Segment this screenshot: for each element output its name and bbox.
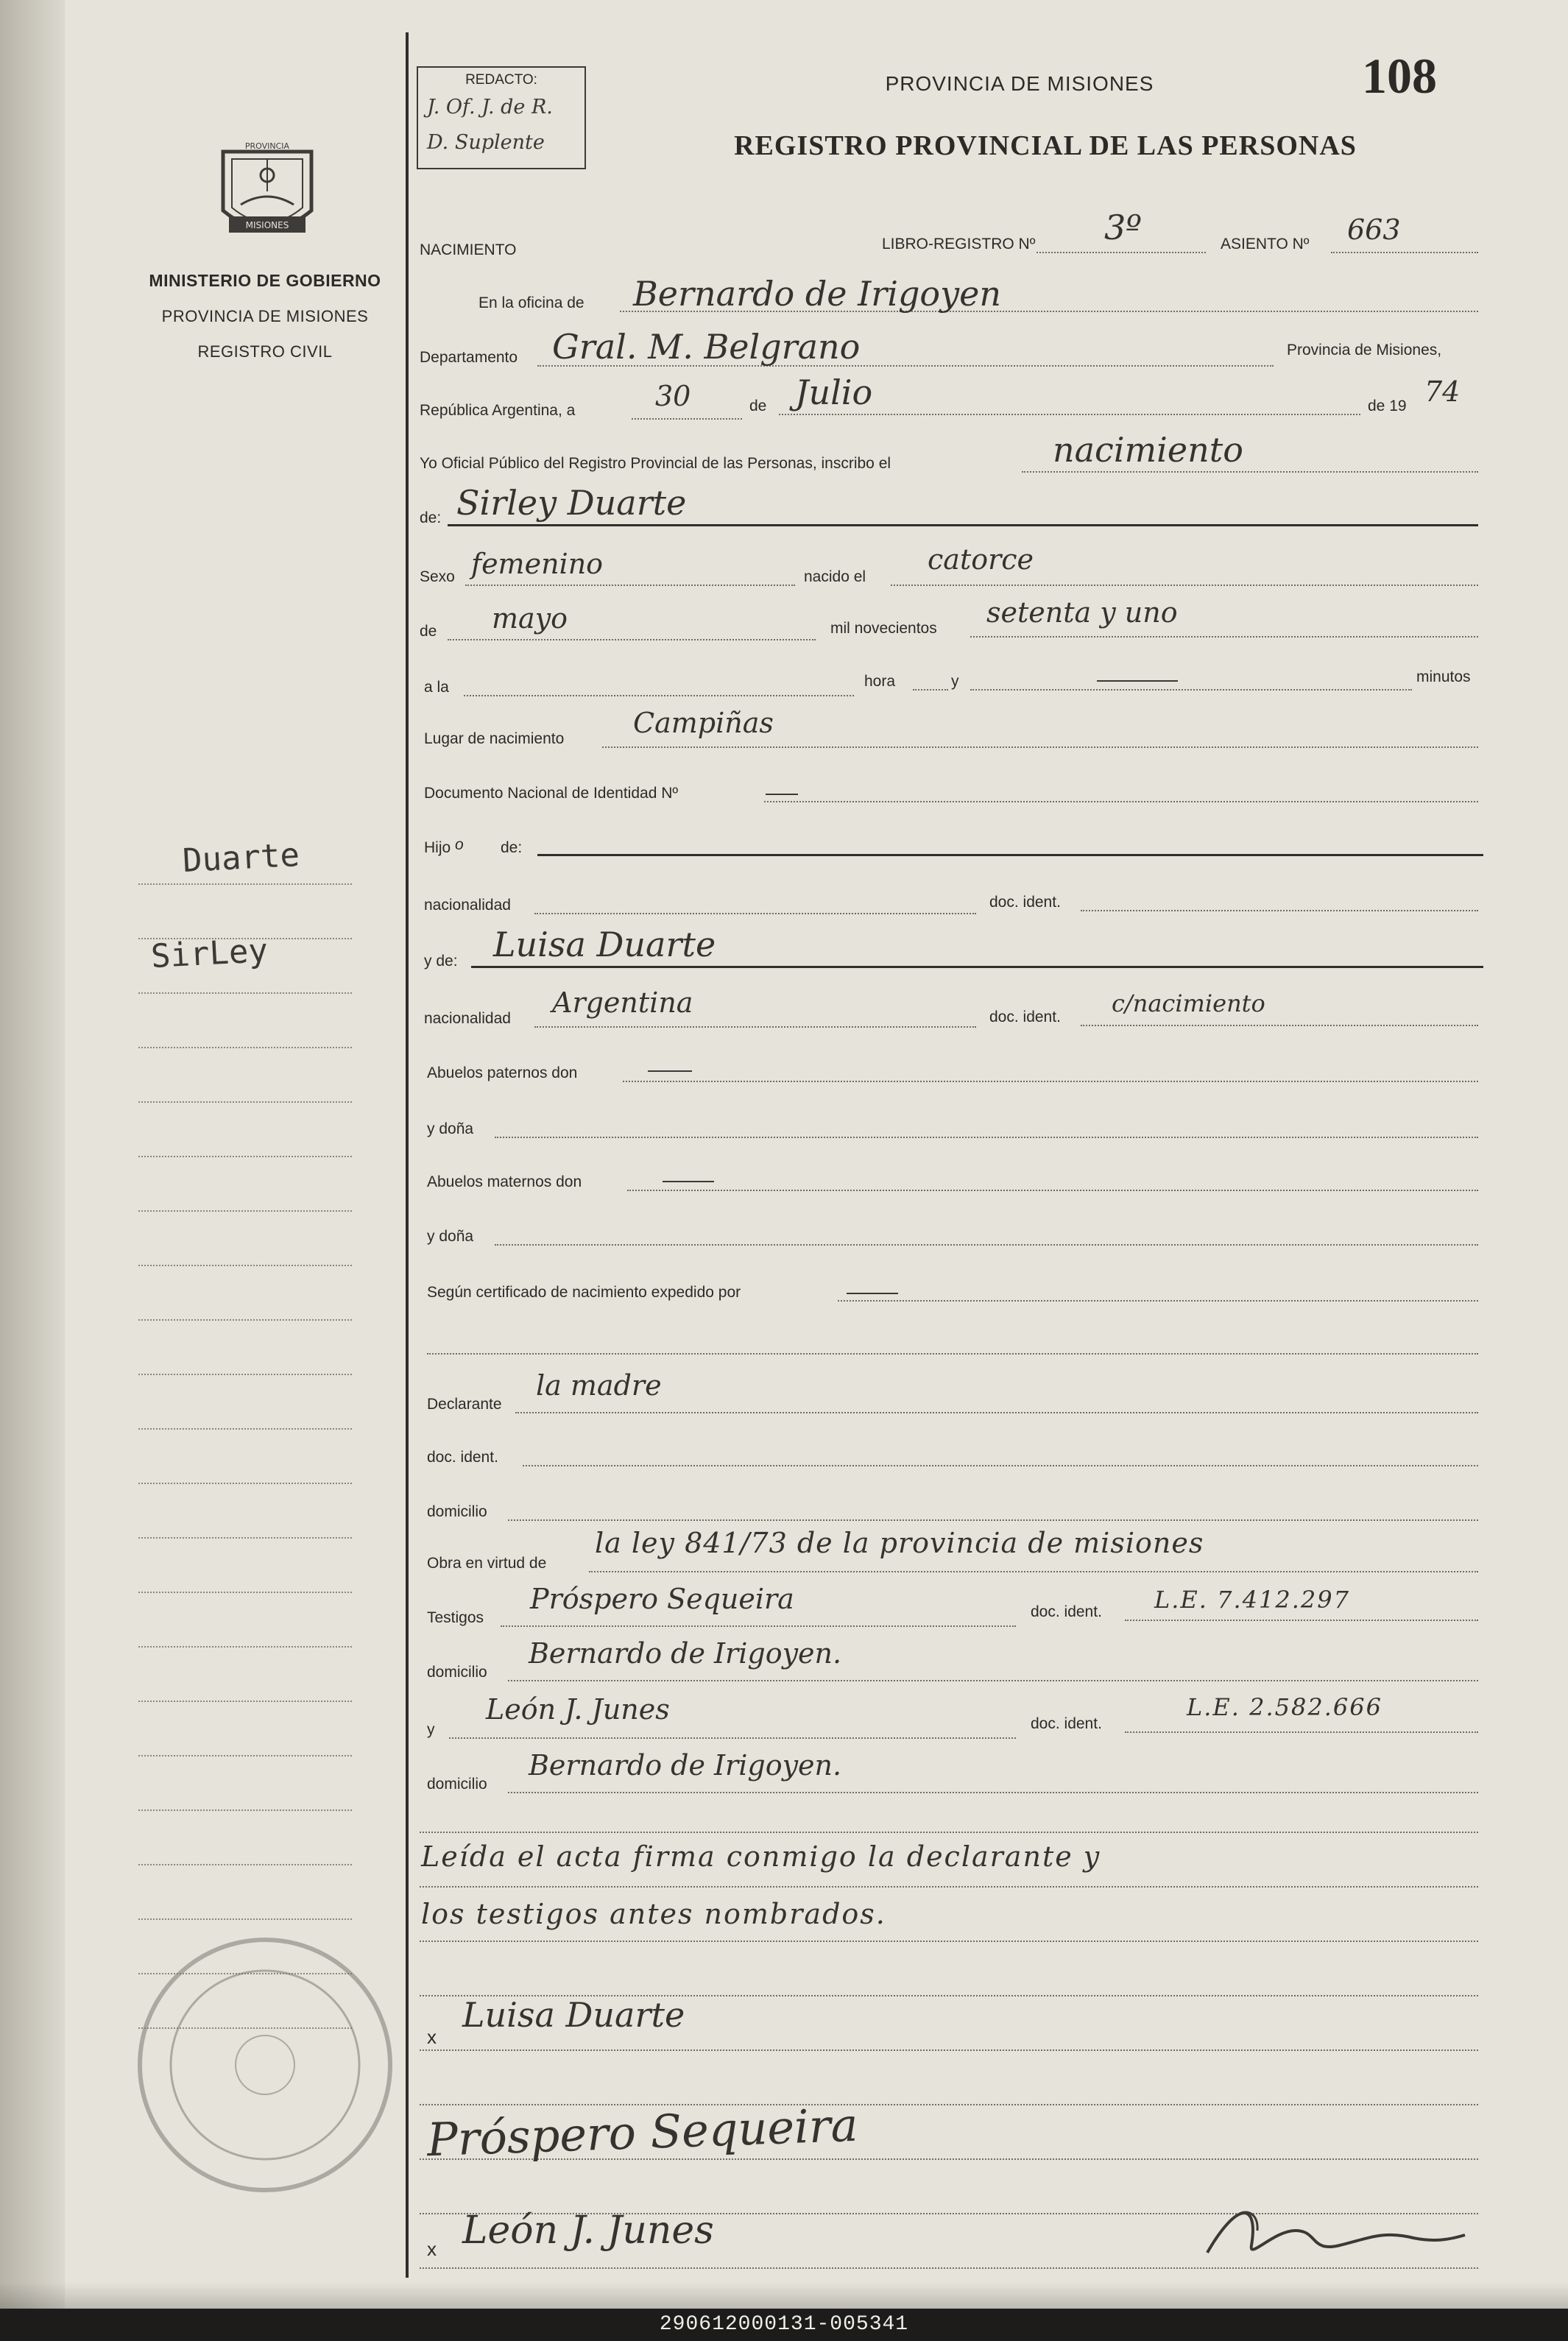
asiento-label: ASIENTO Nº (1221, 236, 1310, 253)
column-divider (406, 32, 409, 2278)
margin-ruled-line (138, 1537, 352, 1539)
sig1-prefix: x (427, 2026, 437, 2048)
margin-ruled-line (138, 1265, 352, 1266)
domicilio1-label: domicilio (427, 1503, 487, 1520)
inscribo-value: nacimiento (1053, 430, 1243, 470)
obra-value: la ley 841/73 de la provincia de misiones (595, 1527, 1204, 1559)
abuelos-paternos-line (623, 1081, 1478, 1082)
mes-nac-line (448, 639, 816, 640)
seal-top-text: PROVINCIA (244, 141, 290, 151)
provincial-seal-icon (208, 137, 326, 247)
declarante-label: Declarante (427, 1396, 502, 1413)
mes-value: Julio (795, 372, 873, 412)
hijo-de-label: de: (501, 839, 523, 856)
doc3-line (523, 1465, 1478, 1466)
minutos-label: minutos (1416, 668, 1471, 685)
margin-given-name: SirLey (149, 931, 269, 976)
domicilio2-line (508, 1680, 1478, 1681)
libro-line (1036, 252, 1206, 253)
closing-ruled-2 (420, 1886, 1478, 1888)
domicilio1-line (508, 1519, 1478, 1521)
hijo-suffix: o (455, 836, 464, 853)
libro-value: 3º (1104, 208, 1142, 247)
y-dona2-line (495, 1244, 1478, 1246)
doc4-value: L.E. 7.412.297 (1154, 1586, 1350, 1614)
province-heading: PROVINCIA DE MISIONES (885, 72, 1154, 95)
closing-line-2: los testigos antes nombrados. (421, 1898, 886, 1930)
margin-ruled-line (138, 1156, 352, 1157)
y-dona1-line (495, 1137, 1478, 1138)
anio-nac-line (970, 636, 1478, 638)
margin-ruled-line (138, 1809, 352, 1811)
nacionalidad2-value: Argentina (552, 986, 693, 1019)
testigo2-line (449, 1737, 1016, 1739)
nacido-line (891, 585, 1478, 586)
minutos-line (970, 689, 1412, 691)
oficial-label: Yo Oficial Público del Registro Provincial de las Personas, inscribo el (420, 455, 891, 472)
madre-underline (471, 966, 1483, 968)
official-signature (1193, 2186, 1472, 2275)
nacionalidad1-label: nacionalidad (424, 897, 511, 914)
nacionalidad2-line (534, 1026, 976, 1028)
doc2-label: doc. ident. (989, 1009, 1061, 1025)
testigo1-value: Próspero Sequeira (530, 1583, 794, 1615)
inscribo-line (1022, 471, 1478, 473)
hijo-label: Hijo (424, 839, 451, 856)
dni-line (764, 801, 1478, 802)
oficina-value: Bernardo de Irigoyen (633, 274, 1001, 314)
registry-stamp (125, 1921, 405, 2208)
asiento-line (1331, 252, 1478, 253)
doc5-line (1125, 1731, 1478, 1733)
margin-ruled-line (138, 1592, 352, 1593)
hora-line (464, 695, 854, 696)
doc3-label: doc. ident. (427, 1449, 498, 1466)
testigos-label: Testigos (427, 1609, 484, 1626)
minutos-dash (1097, 680, 1178, 682)
domicilio2-value: Bernardo de Irigoyen. (529, 1637, 842, 1670)
margin-ruled-line (138, 1864, 352, 1865)
name-de-label: de: (420, 509, 442, 526)
ministry-title: MINISTERIO DE GOBIERNO (149, 271, 381, 290)
signature-witness-1: Próspero Sequeira (425, 2097, 859, 2167)
abuelos-paternos-dash (648, 1070, 692, 1072)
a-la-label: a la (424, 679, 449, 696)
page-edge (0, 0, 65, 2309)
closing-ruled-1 (420, 1832, 1478, 1833)
provincia-label: Provincia de Misiones, (1287, 342, 1442, 359)
nacido-value: catorce (928, 543, 1034, 576)
dni-label: Documento Nacional de Identidad Nº (424, 785, 679, 802)
closing-ruled-6 (420, 2104, 1478, 2105)
margin-ruled-line (138, 1101, 352, 1103)
y-de-label: y de: (424, 953, 458, 970)
departamento-label: Departamento (420, 349, 518, 366)
signature-witness-2: León J. Junes (462, 2208, 714, 2253)
declarante-value: la madre (536, 1369, 662, 1402)
sexo-line (465, 585, 795, 586)
registry-title: REGISTRO PROVINCIAL DE LAS PERSONAS (734, 130, 1357, 161)
domicilio3-line (508, 1792, 1478, 1793)
certificado-line (838, 1300, 1478, 1302)
certificado-dash (847, 1293, 898, 1294)
margin-ruled-line (138, 1701, 352, 1702)
doc4-label: doc. ident. (1031, 1603, 1102, 1620)
redacto-handwriting-1: J. Of. J. de R. (427, 96, 553, 119)
hora-label: hora (864, 673, 896, 690)
margin-surname: Duarte (181, 836, 301, 880)
asiento-value: 663 (1347, 213, 1401, 246)
certificado-line-2 (427, 1353, 1478, 1355)
padre-underline (537, 854, 1483, 856)
doc1-label: doc. ident. (989, 894, 1061, 911)
seal-bottom-text: MISIONES (245, 220, 289, 230)
margin-ruled-line (138, 1319, 352, 1321)
doc2-line (1081, 1025, 1478, 1026)
doc5-label: doc. ident. (1031, 1715, 1102, 1732)
certificado-label: Según certificado de nacimiento expedido por (427, 1284, 741, 1301)
dia-value: 30 (655, 380, 691, 412)
testigo1-line (501, 1625, 1016, 1627)
closing-ruled-5 (420, 2049, 1478, 2051)
testigo2-value: León J. Junes (486, 1693, 670, 1726)
sexo-value: femenino (471, 548, 604, 580)
ministry-block (110, 271, 420, 361)
abuelos-maternos-label: Abuelos maternos don (427, 1173, 582, 1190)
obra-label: Obra en virtud de (427, 1555, 547, 1572)
redacto-box (417, 66, 586, 169)
ministry-province: PROVINCIA DE MISIONES (161, 307, 369, 325)
doc2-value: c/nacimiento (1112, 989, 1265, 1017)
madre-value: Luisa Duarte (493, 925, 716, 964)
domicilio3-value: Bernardo de Irigoyen. (529, 1749, 842, 1782)
name-value: Sirley Duarte (456, 483, 687, 523)
abuelos-paternos-label: Abuelos paternos don (427, 1064, 578, 1081)
closing-line-1: Leída el acta firma conmigo la declarante y (421, 1840, 1101, 1873)
doc4-line (1125, 1620, 1478, 1621)
abuelos-maternos-line (627, 1190, 1478, 1191)
caption-bar (0, 2309, 1568, 2341)
lugar-line (602, 746, 1478, 748)
domicilio2-label: domicilio (427, 1664, 487, 1681)
margin-ruled-line (138, 1210, 352, 1212)
republica-label: República Argentina, a (420, 402, 576, 419)
signature-mother: Luisa Duarte (462, 1995, 685, 2035)
de-label: de (749, 398, 767, 414)
margin-ruled-line (138, 1646, 352, 1648)
margin-ruled-line (138, 1047, 352, 1048)
margin-ruled-line (138, 883, 352, 885)
redacto-handwriting-2: D. Suplente (427, 131, 545, 154)
margin-ruled-line (138, 1918, 352, 1920)
de19-label: de 19 (1368, 398, 1407, 414)
oficina-label: En la oficina de (478, 294, 585, 311)
anio-value: 74 (1424, 375, 1461, 408)
image-identifier: 290612000131-005341 (659, 2313, 909, 2336)
domicilio3-label: domicilio (427, 1776, 487, 1793)
lugar-value: Campiñas (633, 707, 774, 739)
sig3-prefix: x (427, 2238, 437, 2260)
margin-ruled-line (138, 1755, 352, 1756)
page-shadow (0, 2282, 1568, 2309)
margin-ruled-line (138, 992, 352, 994)
abuelos-maternos-dash (663, 1181, 714, 1182)
name-underline (448, 524, 1478, 526)
closing-ruled-3 (420, 1941, 1478, 1942)
margin-ruled-lines (138, 854, 352, 2076)
margin-ruled-line (138, 1374, 352, 1375)
dia-line (632, 418, 742, 420)
margin-ruled-line (138, 1483, 352, 1484)
nacido-label: nacido el (804, 568, 866, 585)
doc1-line (1081, 910, 1478, 911)
mes-nac-value: mayo (492, 602, 568, 635)
de2-label: de (420, 623, 437, 640)
anio-nac-value: setenta y uno (986, 596, 1178, 629)
page-number: 108 (1362, 48, 1437, 104)
doc5-value: L.E. 2.582.666 (1187, 1693, 1382, 1721)
departamento-value: Gral. M. Belgrano (552, 327, 861, 367)
nacionalidad1-line (534, 913, 976, 914)
y-label: y (951, 673, 959, 690)
y-dona1-label: y doña (427, 1120, 474, 1137)
hora-tail-line (913, 689, 948, 691)
mes-line (779, 414, 1360, 415)
lugar-label: Lugar de nacimiento (424, 730, 565, 747)
sexo-label: Sexo (420, 568, 455, 585)
libro-label: LIBRO-REGISTRO Nº (882, 236, 1036, 253)
record-type-label: NACIMIENTO (420, 241, 517, 258)
dni-dash (766, 794, 798, 795)
margin-ruled-line (138, 1428, 352, 1430)
declarante-line (515, 1412, 1478, 1413)
y2-label: y (427, 1721, 435, 1738)
nacionalidad2-label: nacionalidad (424, 1010, 511, 1027)
obra-line (589, 1571, 1478, 1572)
redacto-label: REDACTO: (465, 72, 537, 88)
y-dona2-label: y doña (427, 1228, 474, 1245)
ministry-registry: REGISTRO CIVIL (197, 342, 333, 361)
mil-label: mil novecientos (830, 620, 937, 637)
